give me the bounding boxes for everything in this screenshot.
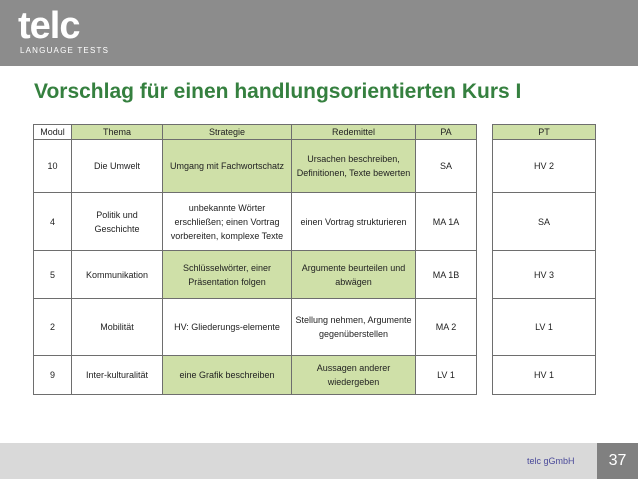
page-number-box — [597, 443, 638, 479]
header-bar — [0, 0, 638, 66]
cell-pa: MA 2 — [416, 299, 477, 356]
cell-redemittel: Stellung nehmen, Argumente gegenüberstellen — [292, 299, 416, 356]
cell-redemittel: Aussagen anderer wiedergeben — [292, 356, 416, 395]
cell-modul: 4 — [34, 193, 72, 251]
cell-modul: 10 — [34, 140, 72, 193]
header-pt: PT — [493, 125, 596, 140]
table-row — [34, 251, 596, 299]
logo-tagline: LANGUAGE TESTS — [20, 46, 110, 55]
cell-strategie: Umgang mit Fachwortschatz — [163, 140, 292, 193]
column-gap — [477, 251, 493, 299]
cell-pa: MA 1A — [416, 193, 477, 251]
column-gap — [477, 125, 493, 140]
cell-thema: Die Umwelt — [72, 140, 163, 193]
cell-strategie: Schlüsselwörter, einer Präsentation folgen — [163, 251, 292, 299]
page-number: 37 — [608, 452, 627, 469]
cell-pt: HV 2 — [493, 140, 596, 193]
cell-pa: LV 1 — [416, 356, 477, 395]
footer-company: telc gGmbH — [527, 456, 575, 466]
cell-strategie: HV: Gliederungs-elemente — [163, 299, 292, 356]
cell-modul: 5 — [34, 251, 72, 299]
table-row — [34, 299, 596, 356]
logo-wordmark: telc — [18, 5, 80, 47]
cell-redemittel: Ursachen beschreiben, Definitionen, Texte bewerten — [292, 140, 416, 193]
column-gap — [477, 356, 493, 395]
column-gap — [477, 299, 493, 356]
cell-redemittel: einen Vortrag strukturieren — [292, 193, 416, 251]
cell-redemittel: Argumente beurteilen und abwägen — [292, 251, 416, 299]
cell-thema: Kommunikation — [72, 251, 163, 299]
cell-thema: Mobilität — [72, 299, 163, 356]
course-table — [33, 124, 596, 395]
table-row — [34, 140, 596, 193]
cell-modul: 9 — [34, 356, 72, 395]
cell-pa: MA 1B — [416, 251, 477, 299]
cell-pt: HV 3 — [493, 251, 596, 299]
cell-thema: Inter-kulturalität — [72, 356, 163, 395]
cell-pa: SA — [416, 140, 477, 193]
column-gap — [477, 193, 493, 251]
table-header-row — [34, 125, 596, 140]
column-gap — [477, 140, 493, 193]
cell-strategie: eine Grafik beschreiben — [163, 356, 292, 395]
cell-pt: SA — [493, 193, 596, 251]
header-pa: PA — [416, 125, 477, 140]
cell-modul: 2 — [34, 299, 72, 356]
header-thema: Thema — [72, 125, 163, 140]
telc-logo — [18, 6, 108, 62]
header-strategie: Strategie — [163, 125, 292, 140]
header-modul: Modul — [34, 125, 72, 140]
table-row — [34, 193, 596, 251]
slide-title: Vorschlag für einen handlungsorientierten Kurs I — [34, 80, 522, 103]
cell-pt: HV 1 — [493, 356, 596, 395]
cell-thema: Politik und Geschichte — [72, 193, 163, 251]
cell-strategie: unbekannte Wörter erschließen; einen Vortrag vorbereiten, komplexe Texte — [163, 193, 292, 251]
header-redemittel: Redemittel — [292, 125, 416, 140]
table-row — [34, 356, 596, 395]
cell-pt: LV 1 — [493, 299, 596, 356]
